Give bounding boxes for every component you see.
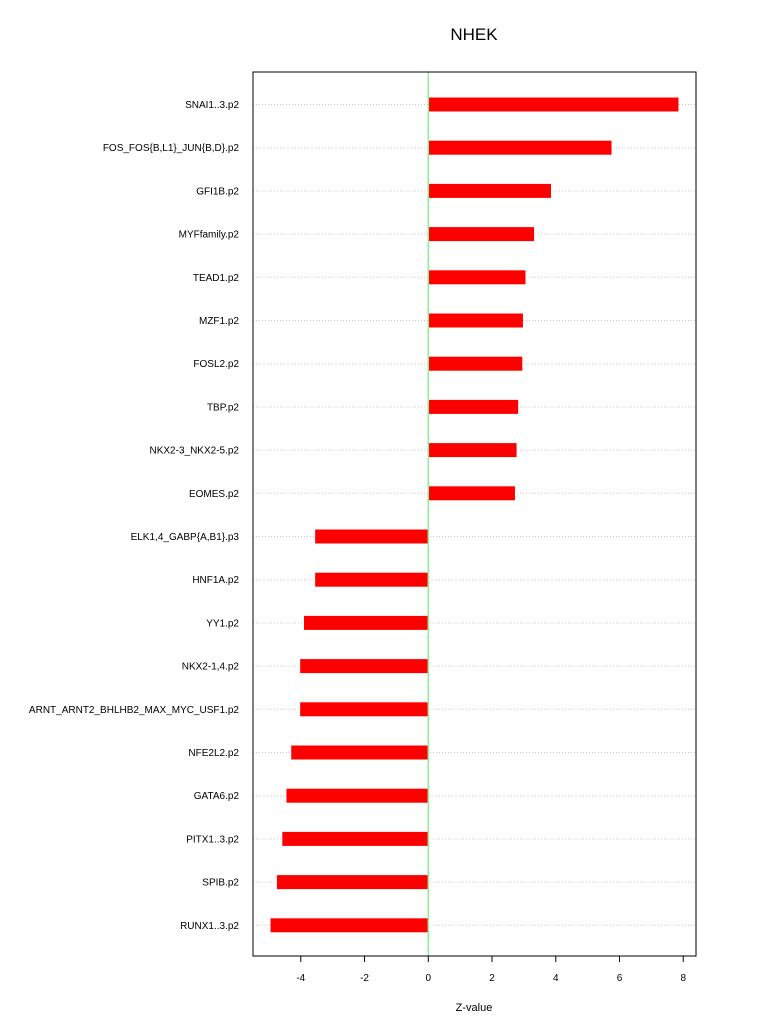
bar	[291, 746, 428, 760]
x-tick-label: 6	[616, 973, 623, 984]
bar	[277, 875, 428, 889]
category-label: TBP.p2	[206, 402, 239, 414]
x-tick-label: 4	[552, 973, 559, 984]
bar	[300, 702, 428, 716]
category-label: PITX1..3.p2	[186, 834, 239, 846]
bar	[315, 573, 428, 587]
bar	[428, 486, 515, 500]
bar	[428, 184, 551, 198]
bar	[428, 357, 522, 371]
bar	[300, 659, 428, 673]
category-label: HNF1A.p2	[192, 575, 239, 587]
x-tick-label: 8	[680, 973, 687, 984]
x-tick-label: 2	[489, 973, 495, 984]
category-label: NKX2-1,4.p2	[181, 661, 239, 673]
x-tick-label: -4	[296, 973, 306, 984]
category-label: RUNX1..3.p2	[180, 920, 239, 932]
bar	[315, 530, 428, 544]
bar	[271, 918, 429, 932]
x-axis-label: Z-value	[455, 1002, 493, 1014]
plot-frame	[253, 72, 696, 956]
bar	[428, 314, 523, 328]
bars	[271, 98, 679, 933]
bar	[428, 400, 518, 414]
bar	[428, 98, 678, 112]
category-label: FOSL2.p2	[193, 359, 239, 371]
category-labels	[29, 100, 240, 932]
bar	[282, 832, 428, 846]
chart-title: NHEK	[450, 25, 498, 44]
bar	[428, 270, 525, 284]
category-label: MZF1.p2	[198, 316, 239, 327]
bar	[428, 443, 516, 457]
category-label: MYFfamily.p2	[178, 229, 239, 241]
category-label: EOMES.p2	[188, 488, 239, 500]
bar	[428, 227, 534, 241]
x-tick-label: -2	[360, 973, 369, 984]
x-axis	[296, 956, 686, 984]
category-label: YY1.p2	[206, 618, 239, 630]
bar	[304, 616, 428, 630]
bar	[286, 789, 428, 803]
category-label: SPIB.p2	[202, 877, 239, 889]
category-label: SNAI1..3.p2	[185, 100, 239, 111]
category-label: NFE2L2.p2	[188, 748, 239, 759]
category-label: GATA6.p2	[193, 791, 239, 803]
bar	[428, 141, 611, 155]
x-tick-label: 0	[425, 973, 432, 984]
category-label: NKX2-3_NKX2-5.p2	[149, 445, 239, 457]
category-label: FOS_FOS{B,L1}_JUN{B,D}.p2	[102, 143, 239, 155]
category-label: ARNT_ARNT2_BHLHB2_MAX_MYC_USF1.p2	[28, 704, 239, 716]
category-label: TEAD1.p2	[192, 272, 239, 284]
category-label: GFI1B.p2	[196, 186, 239, 198]
category-label: ELK1,4_GABP{A,B1}.p3	[130, 532, 239, 543]
